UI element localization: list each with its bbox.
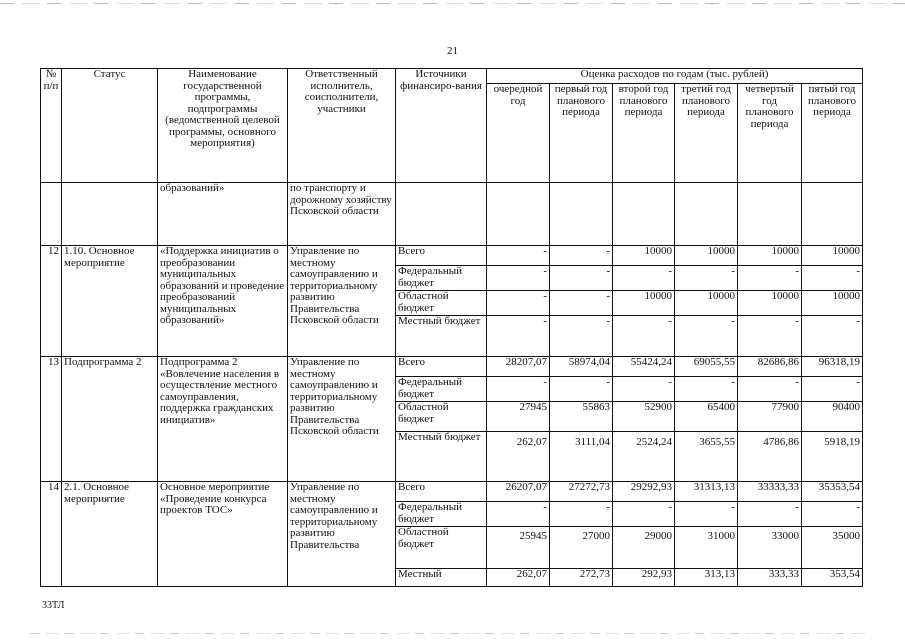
cell-value: -	[550, 502, 613, 527]
header-year: четвертый год планового периода	[738, 84, 802, 183]
cell-value: 33000	[738, 527, 802, 569]
footer-code: 33ТЛ	[42, 600, 65, 611]
cell-source: Областной бюджет	[396, 291, 487, 316]
cell-value: -	[738, 377, 802, 402]
cell-value: -	[550, 377, 613, 402]
cell-value: -	[802, 502, 863, 527]
cell-value: 65400	[675, 402, 738, 432]
scan-artifact-top	[0, 3, 905, 4]
cell-value: -	[613, 266, 675, 291]
cell-value: 33333,33	[738, 482, 802, 502]
header-year: очередной год	[487, 84, 550, 183]
cell-value: 55863	[550, 402, 613, 432]
cell-value: -	[550, 246, 613, 266]
cell-value: 90400	[802, 402, 863, 432]
cell-value: -	[802, 316, 863, 357]
cell-source: Всего	[396, 357, 487, 377]
cell-value: 10000	[675, 246, 738, 266]
cell-value: -	[738, 502, 802, 527]
cell-source: Всего	[396, 246, 487, 266]
cell-value: 25945	[487, 527, 550, 569]
cell-executor: по транспорту и дорожному хозяйству Псковской области	[288, 183, 396, 246]
cell-name: Подпрограмма 2 «Вовлечение населения в осуществление местного самоуправления, поддержка гражданских инициатив»	[158, 357, 288, 482]
cell-value: 10000	[613, 246, 675, 266]
cell-value: 27945	[487, 402, 550, 432]
cell-source: Всего	[396, 482, 487, 502]
cell-value: 35353,54	[802, 482, 863, 502]
cell-value: 77900	[738, 402, 802, 432]
cell-executor: Управление по местному самоуправлению и территориальному развитию Правительства Псковской области	[288, 246, 396, 357]
cell-source: Местный бюджет	[396, 432, 487, 482]
cell-value: -	[802, 266, 863, 291]
cell-name: Основное мероприятие «Проведение конкурса проектов ТОС»	[158, 482, 288, 587]
cell-value: -	[487, 316, 550, 357]
cell-status: 2.1. Основное мероприятие	[62, 482, 158, 587]
header-number: № п/п	[41, 69, 62, 183]
cell-number: 13	[41, 357, 62, 482]
header-sources: Источники финансиро-вания	[396, 69, 487, 183]
cell-value: 26207,07	[487, 482, 550, 502]
cell-value: -	[487, 377, 550, 402]
cell-value: -	[738, 316, 802, 357]
cell-value: 262,07	[487, 569, 550, 587]
header-year: пятый год планового периода	[802, 84, 863, 183]
cell-value: 4786,86	[738, 432, 802, 482]
cell-value: 10000	[738, 291, 802, 316]
cell-value: 10000	[675, 291, 738, 316]
cell-value: -	[675, 266, 738, 291]
cell-value: 3655,55	[675, 432, 738, 482]
cell-value: 333,33	[738, 569, 802, 587]
header-year: первый год планового периода	[550, 84, 613, 183]
cell-value: 10000	[802, 246, 863, 266]
cell-status: 1.10. Основное мероприятие	[62, 246, 158, 357]
cell-value: -	[550, 316, 613, 357]
header-expense-estimate: Оценка расходов по годам (тыс. рублей)	[487, 69, 863, 84]
cell-value: -	[675, 377, 738, 402]
header-status: Статус	[62, 69, 158, 183]
cell-name: «Поддержка инициатив о преобразовании муниципальных образований и проведение преобразований муниципальных образований»	[158, 246, 288, 357]
cell-name: образований»	[158, 183, 288, 246]
header-executor: Ответственный исполнитель, соисполнители, участники	[288, 69, 396, 183]
cell-value: -	[675, 502, 738, 527]
cell-value: 31313,13	[675, 482, 738, 502]
cell-value: 2524,24	[613, 432, 675, 482]
cell-executor: Управление по местному самоуправлению и территориальному развитию Правительства Псковской области	[288, 357, 396, 482]
cell-value: 272,73	[550, 569, 613, 587]
cell-value: -	[613, 502, 675, 527]
cell-value: -	[487, 502, 550, 527]
cell-value: 82686,86	[738, 357, 802, 377]
table-row	[41, 482, 863, 502]
cell-value: 5918,19	[802, 432, 863, 482]
cell-value: 313,13	[675, 569, 738, 587]
cell-source: Федеральный бюджет	[396, 266, 487, 291]
header-year: третий год планового периода	[675, 84, 738, 183]
page-number: 21	[447, 45, 458, 57]
cell-value: -	[550, 266, 613, 291]
cell-executor: Управление по местному самоуправлению и территориальному развитию Правительства	[288, 482, 396, 587]
cell-value: 28207,07	[487, 357, 550, 377]
cell-source: Областной бюджет	[396, 402, 487, 432]
cell-value: 69055,55	[675, 357, 738, 377]
header-year: второй год планового периода	[613, 84, 675, 183]
cell-value: -	[550, 291, 613, 316]
cell-value: -	[487, 291, 550, 316]
cell-value: 27000	[550, 527, 613, 569]
cell-number: 14	[41, 482, 62, 587]
cell-value: 262,07	[487, 432, 550, 482]
cell-value: -	[675, 316, 738, 357]
cell-value: 27272,73	[550, 482, 613, 502]
cell-source: Федеральный бюджет	[396, 502, 487, 527]
cell-value: 292,93	[613, 569, 675, 587]
cell-value: 10000	[738, 246, 802, 266]
cell-value: 58974,04	[550, 357, 613, 377]
cell-value: -	[487, 266, 550, 291]
budget-table	[40, 68, 863, 587]
cell-value: -	[487, 246, 550, 266]
cell-value: 29292,93	[613, 482, 675, 502]
table-row	[41, 357, 863, 377]
cell-value: -	[802, 377, 863, 402]
cell-value: -	[613, 316, 675, 357]
cell-value: -	[613, 377, 675, 402]
cell-value: 52900	[613, 402, 675, 432]
cell-source: Федеральный бюджет	[396, 377, 487, 402]
table-header	[41, 69, 863, 183]
cell-value: 3111,04	[550, 432, 613, 482]
scan-artifact-bottom	[30, 633, 870, 634]
header-name: Наименование государственной программы, подпрограммы (ведомственной целевой программы, основного мероприятия)	[158, 69, 288, 183]
cell-value: 10000	[802, 291, 863, 316]
cell-value: 96318,19	[802, 357, 863, 377]
cell-number: 12	[41, 246, 62, 357]
cell-status: Подпрограмма 2	[62, 357, 158, 482]
cell-value: 29000	[613, 527, 675, 569]
cell-source: Областной бюджет	[396, 527, 487, 569]
table-row	[41, 246, 863, 266]
table-row-continuation	[41, 183, 863, 246]
cell-source: Местный	[396, 569, 487, 587]
cell-value: 55424,24	[613, 357, 675, 377]
cell-value: 10000	[613, 291, 675, 316]
cell-value: 353,54	[802, 569, 863, 587]
cell-source: Местный бюджет	[396, 316, 487, 357]
cell-value: 35000	[802, 527, 863, 569]
cell-value: -	[738, 266, 802, 291]
cell-value: 31000	[675, 527, 738, 569]
